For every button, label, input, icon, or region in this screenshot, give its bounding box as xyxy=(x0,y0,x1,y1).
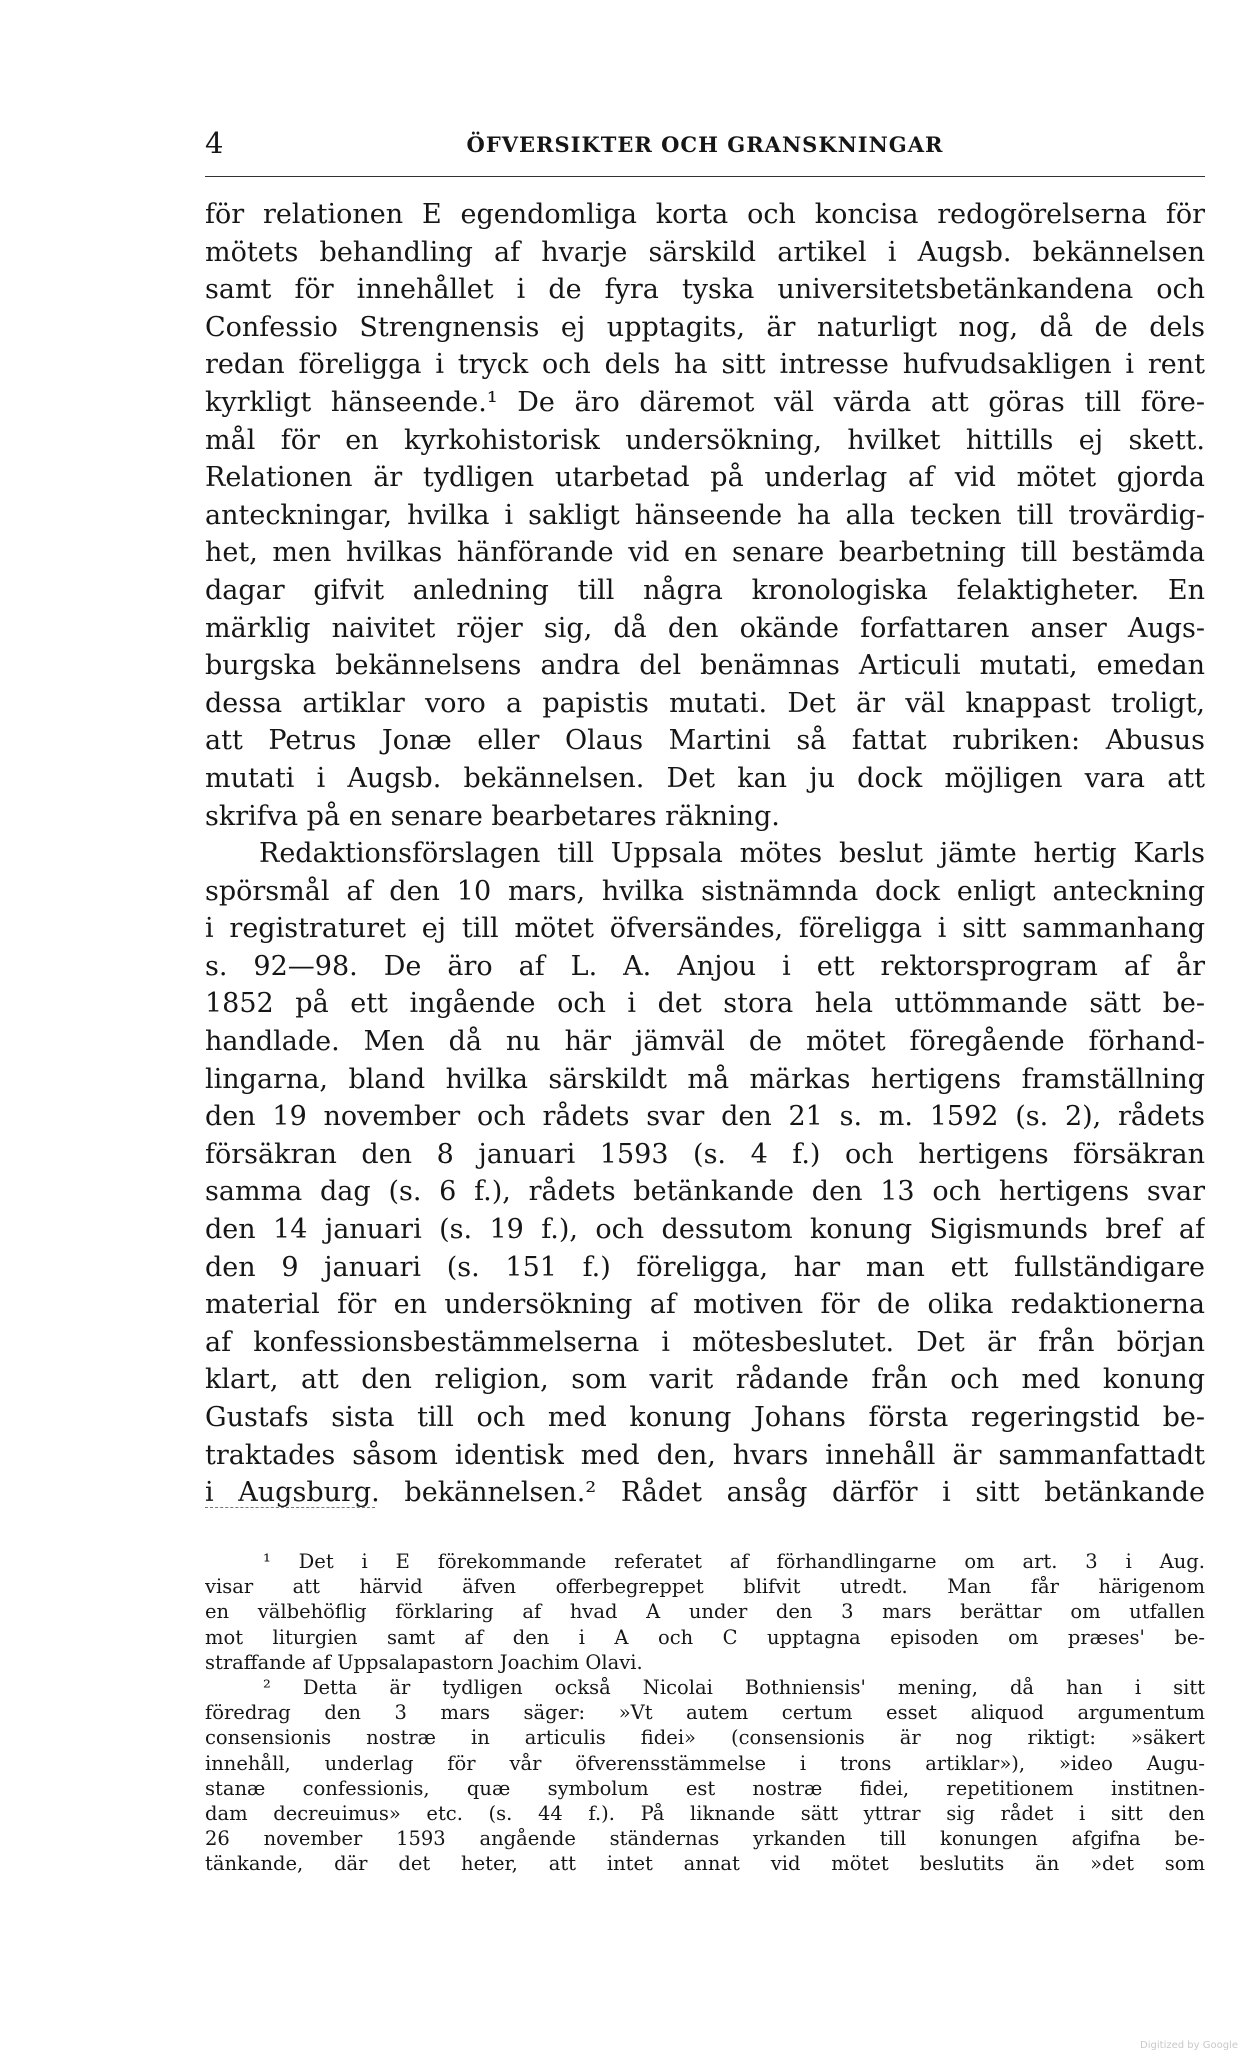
running-title: ÖFVERSIKTER OCH GRANSKNINGAR xyxy=(466,132,944,157)
footnote-line: innehåll, underlag för vår öfverensstämmelse i trons artiklar»), »ideo Augu- xyxy=(205,1751,1205,1775)
text-line: lingarna, bland hvilka särskildt må märkas hertigens framställning xyxy=(205,1063,1205,1095)
text-line: den 9 januari (s. 151 f.) föreligga, har man ett fullständigare xyxy=(205,1251,1205,1283)
text-line: att Petrus Jonæ eller Olaus Martini så fattat rubriken: Abusus xyxy=(205,725,1205,757)
footnote-line: visar att härvid äfven offerbegreppet blifvit utredt. Man får härigenom xyxy=(205,1575,1205,1599)
footnotes xyxy=(205,1549,1205,1876)
text-line: försäkran den 8 januari 1593 (s. 4 f.) och hertigens försäkran xyxy=(205,1138,1205,1170)
footnote-separator xyxy=(205,1507,375,1508)
text-line: Confessio Strengnensis ej upptagits, är naturligt nog, då de dels xyxy=(205,311,1205,343)
text-line: traktades såsom identisk med den, hvars innehåll är sammanfattadt xyxy=(205,1439,1205,1471)
text-line: redan föreligga i tryck och dels ha sitt intresse hufvudsakligen i rent xyxy=(205,349,1205,381)
text-line: i Augsburg. bekännelsen.² Rådet ansåg därför i sitt betänkande xyxy=(205,1477,1205,1509)
text-line: den 14 januari (s. 19 f.), och dessutom konung Sigismunds bref af xyxy=(205,1214,1205,1246)
text-line: mutati i Augsb. bekännelsen. Det kan ju dock möjligen vara att xyxy=(205,762,1205,794)
footnote-line: tänkande, där det heter, att intet annat vid mötet beslutits än »det som xyxy=(205,1852,1205,1876)
header-rule xyxy=(205,176,1205,177)
footnote-line: dam decreuimus» etc. (s. 44 f.). På liknande sätt yttrar sig rådet i sitt den xyxy=(205,1801,1205,1825)
text-line: dagar gifvit anledning till några kronologiska felaktigheter. En xyxy=(205,574,1205,606)
footnote-line: consensionis nostræ in articulis fidei» (consensionis är nog riktigt: »säkert xyxy=(205,1726,1205,1750)
text-line: i registraturet ej till mötet öfversändes, föreligga i sitt sammanhang xyxy=(205,913,1205,945)
text-line: samma dag (s. 6 f.), rådets betänkande den 13 och hertigens svar xyxy=(205,1176,1205,1208)
footnote-line: stanæ confessionis, quæ symbolum est nostræ fidei, repetitionem institnen- xyxy=(205,1776,1205,1800)
text-line: Gustafs sista till och med konung Johans första regeringstid be- xyxy=(205,1402,1205,1433)
footnote-line: ² Detta är tydligen också Nicolai Bothniensis' mening, då han i sitt xyxy=(263,1675,1205,1699)
text-line: mötets behandling af hvarje särskild artikel i Augsb. bekännelsen xyxy=(205,236,1205,268)
text-line: handlade. Men då nu här jämväl de mötet föregående förhand- xyxy=(205,1026,1205,1058)
text-line: för relationen E egendomliga korta och koncisa redogörelserna för xyxy=(205,199,1205,230)
text-line: af konfessionsbestämmelserna i mötesbeslutet. Det är från början xyxy=(205,1326,1205,1358)
text-line: s. 92—98. De äro af L. A. Anjou i ett rektorsprogram af år xyxy=(205,950,1205,982)
text-line: skrifva på en senare bearbetares räkning. xyxy=(205,800,780,832)
text-line: spörsmål af den 10 mars, hvilka sistnämnda dock enligt anteckning xyxy=(205,875,1205,907)
page-header xyxy=(205,126,1205,166)
text-line: mål för en kyrkohistorisk undersökning, hvilket hittills ej skett. xyxy=(205,424,1205,456)
page-number: 4 xyxy=(205,126,224,160)
footnote-line: straffande af Uppsalapastorn Joachim Olavi. xyxy=(205,1650,643,1674)
text-line: Relationen är tydligen utarbetad på underlag af vid mötet gjorda xyxy=(205,462,1205,494)
text-line: burgska bekännelsens andra del benämnas Articuli mutati, emedan xyxy=(205,650,1205,682)
text-line: material för en undersökning af motiven för de olika redaktionerna xyxy=(205,1289,1205,1321)
text-line: märklig naivitet röjer sig, då den okände forfattaren anser Augs- xyxy=(205,612,1205,644)
text-line: samt för innehållet i de fyra tyska universitetsbetänkandena och xyxy=(205,274,1205,306)
footnote-line: en välbehöflig förklaring af hvad A under den 3 mars berättar om utfallen xyxy=(205,1600,1205,1624)
text-line: dessa artiklar voro a papistis mutati. Det är väl knappast troligt, xyxy=(205,687,1205,719)
digitization-watermark: Digitized by Google xyxy=(1140,2040,1238,2051)
text-line: Redaktionsförslagen till Uppsala mötes beslut jämte hertig Karls xyxy=(259,838,1205,870)
footnote-line: mot liturgien samt af den i A och C upptagna episoden om præses' be- xyxy=(205,1625,1205,1649)
main-text xyxy=(205,196,1205,1512)
text-line: klart, att den religion, som varit rådande från och med konung xyxy=(205,1364,1205,1396)
text-line: anteckningar, hvilka i sakligt hänseende ha alla tecken till trovärdig- xyxy=(205,499,1205,531)
footnote-line: 26 november 1593 angående ständernas yrkanden till konungen afgifna be- xyxy=(205,1827,1205,1851)
text-line: kyrkligt hänseende.¹ De äro däremot väl värda att göras till före- xyxy=(205,386,1205,418)
footnote-line: föredrag den 3 mars säger: »Vt autem certum esset aliquod argumentum xyxy=(205,1701,1205,1725)
text-line: het, men hvilkas hänförande vid en senare bearbetning till bestämda xyxy=(205,537,1205,569)
footnote-line: ¹ Det i E förekommande referatet af förhandlingarne om art. 3 i Aug. xyxy=(263,1550,1205,1573)
text-line: 1852 på ett ingående och i det stora hela uttömmande sätt be- xyxy=(205,988,1205,1020)
text-line: den 19 november och rådets svar den 21 s. m. 1592 (s. 2), rådets xyxy=(205,1101,1205,1133)
